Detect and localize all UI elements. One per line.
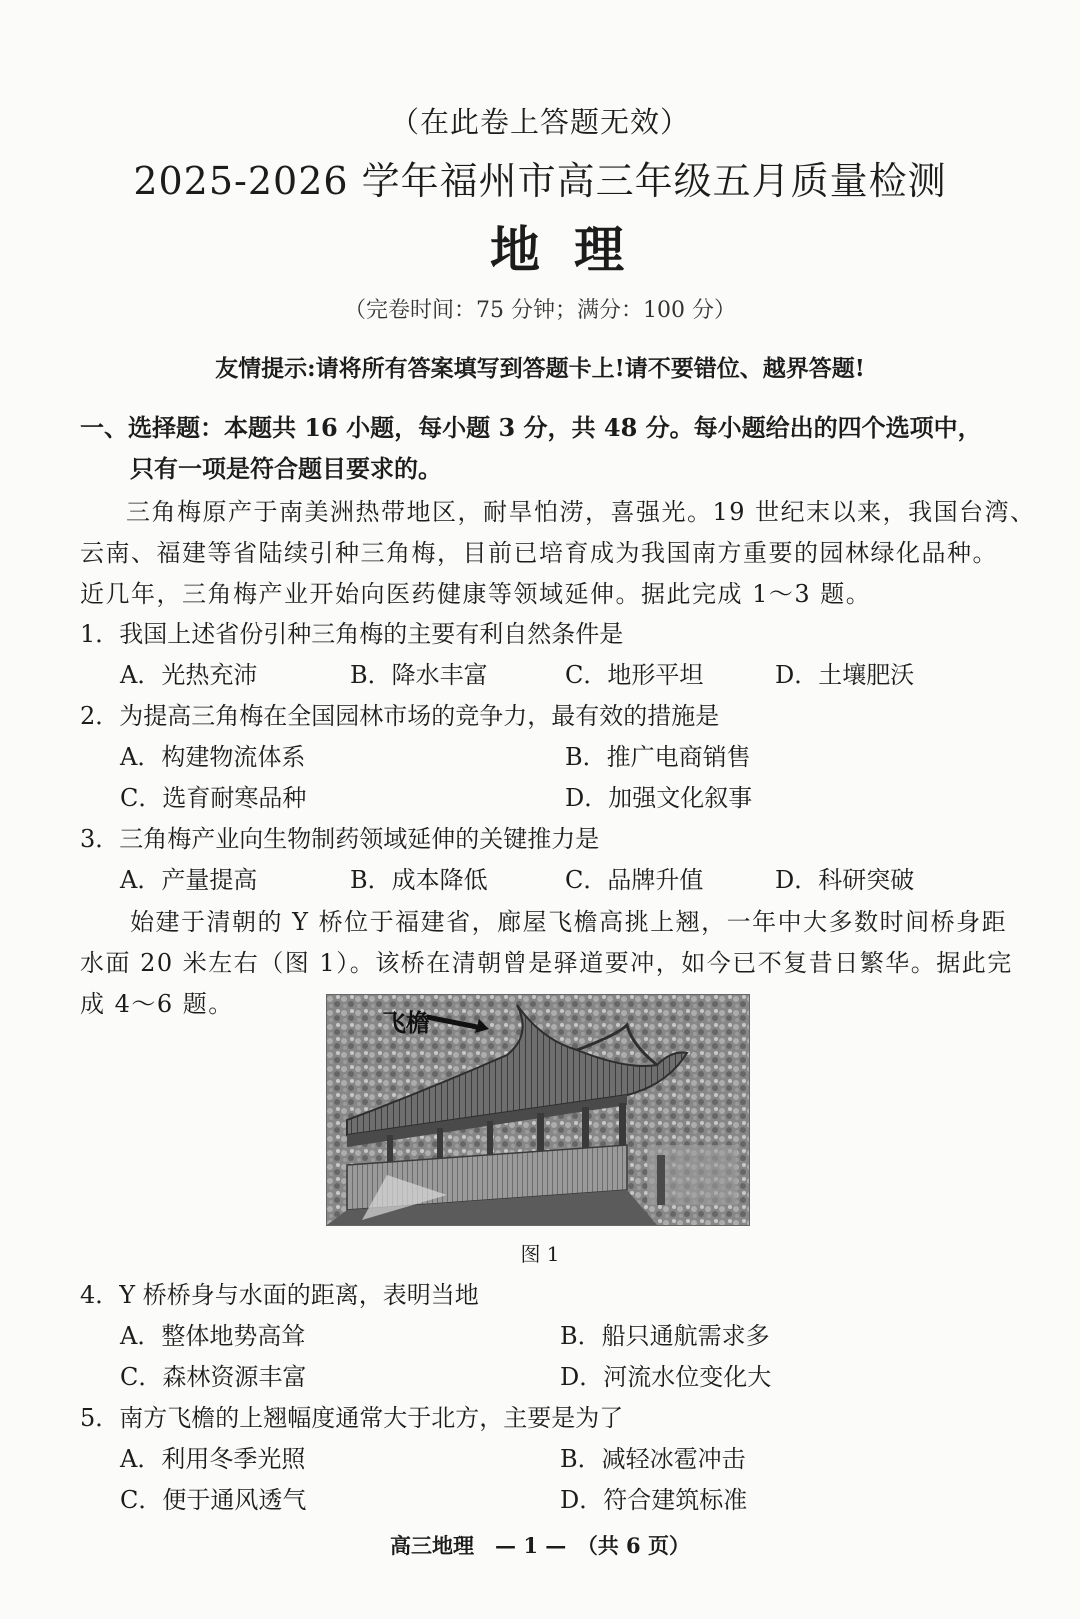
subject-title: 地理	[490, 220, 658, 279]
bridge-photo	[326, 994, 750, 1226]
invalid-answer-note: （在此卷上答题无效）	[389, 105, 690, 139]
question-5-option-a: A．利用冬季光照	[120, 1445, 306, 1473]
question-4-option-b: B．船只通航需求多	[560, 1322, 770, 1350]
passage1-line3: 近几年，三角梅产业开始向医药健康等领域延伸。据此完成 1～3 题。	[80, 580, 872, 608]
exam-title: 2025-2026 学年福州市高三年级五月质量检测	[133, 159, 947, 203]
question-1-option-b: B．降水丰富	[350, 661, 488, 689]
passage1-line2: 云南、福建等省陆续引种三角梅，目前已培育成为我国南方重要的园林绿化品种。	[80, 539, 998, 567]
question-1-stem: 1．我国上述省份引种三角梅的主要有利自然条件是	[80, 620, 624, 648]
question-2-option-c: C．选育耐寒品种	[120, 784, 307, 812]
question-4-stem: 4．Y 桥桥身与水面的距离，表明当地	[80, 1281, 479, 1309]
exam-time-info: （完卷时间：75 分钟；满分：100 分）	[344, 298, 736, 323]
passage2-line2: 水面 20 米左右（图 1）。该桥在清朝曾是驿道要冲，如今已不复昔日繁华。据此完	[80, 949, 1013, 977]
figure-caption: 图 1	[520, 1242, 560, 1266]
question-2-option-d: D．加强文化叙事	[565, 784, 753, 812]
eave-arrow-label: 飞檐	[382, 1008, 430, 1037]
question-5-option-d: D．符合建筑标准	[560, 1486, 748, 1514]
question-5-option-b: B．减轻冰雹冲击	[560, 1445, 746, 1473]
page-footer: 高三地理 — 1 — （共 6 页）	[390, 1533, 690, 1558]
question-4-option-c: C．森林资源丰富	[120, 1363, 307, 1391]
question-4-option-d: D．河流水位变化大	[560, 1363, 772, 1391]
question-1-option-a: A．光热充沛	[120, 661, 258, 689]
question-5-option-c: C．便于通风透气	[120, 1486, 307, 1514]
question-1-option-c: C．地形平坦	[565, 661, 704, 689]
passage1-line1: 三角梅原产于南美洲热带地区，耐旱怕涝，喜强光。19 世纪末以来，我国台湾、	[126, 498, 1036, 526]
question-3-option-a: A．产量提高	[120, 866, 258, 894]
question-5-stem: 5．南方飞檐的上翘幅度通常大于北方，主要是为了	[80, 1404, 624, 1432]
question-2-option-a: A．构建物流体系	[120, 743, 306, 771]
question-4-option-a: A．整体地势高耸	[120, 1322, 306, 1350]
section-heading-continued: 只有一项是符合题目要求的。	[130, 454, 442, 483]
question-1-option-d: D．土壤肥沃	[775, 661, 915, 689]
passage2-line1: 始建于清朝的 Y 桥位于福建省，廊屋飞檐高挑上翘，一年中大多数时间桥身距	[130, 908, 1008, 936]
passage2-line3: 成 4～6 题。	[80, 990, 234, 1018]
question-2-stem: 2．为提高三角梅在全国园林市场的竞争力，最有效的措施是	[80, 702, 720, 730]
question-2-option-b: B．推广电商销售	[565, 743, 751, 771]
question-3-stem: 3．三角梅产业向生物制药领域延伸的关键推力是	[80, 825, 600, 853]
section-heading: 一、选择题：本题共 16 小题，每小题 3 分，共 48 分。每小题给出的四个选项中，	[80, 413, 982, 442]
question-3-option-c: C．品牌升值	[565, 866, 704, 894]
friendly-tip: 友情提示:请将所有答案填写到答题卡上!请不要错位、越界答题!	[215, 355, 865, 382]
question-3-option-d: D．科研突破	[775, 866, 915, 894]
question-3-option-b: B．成本降低	[350, 866, 488, 894]
